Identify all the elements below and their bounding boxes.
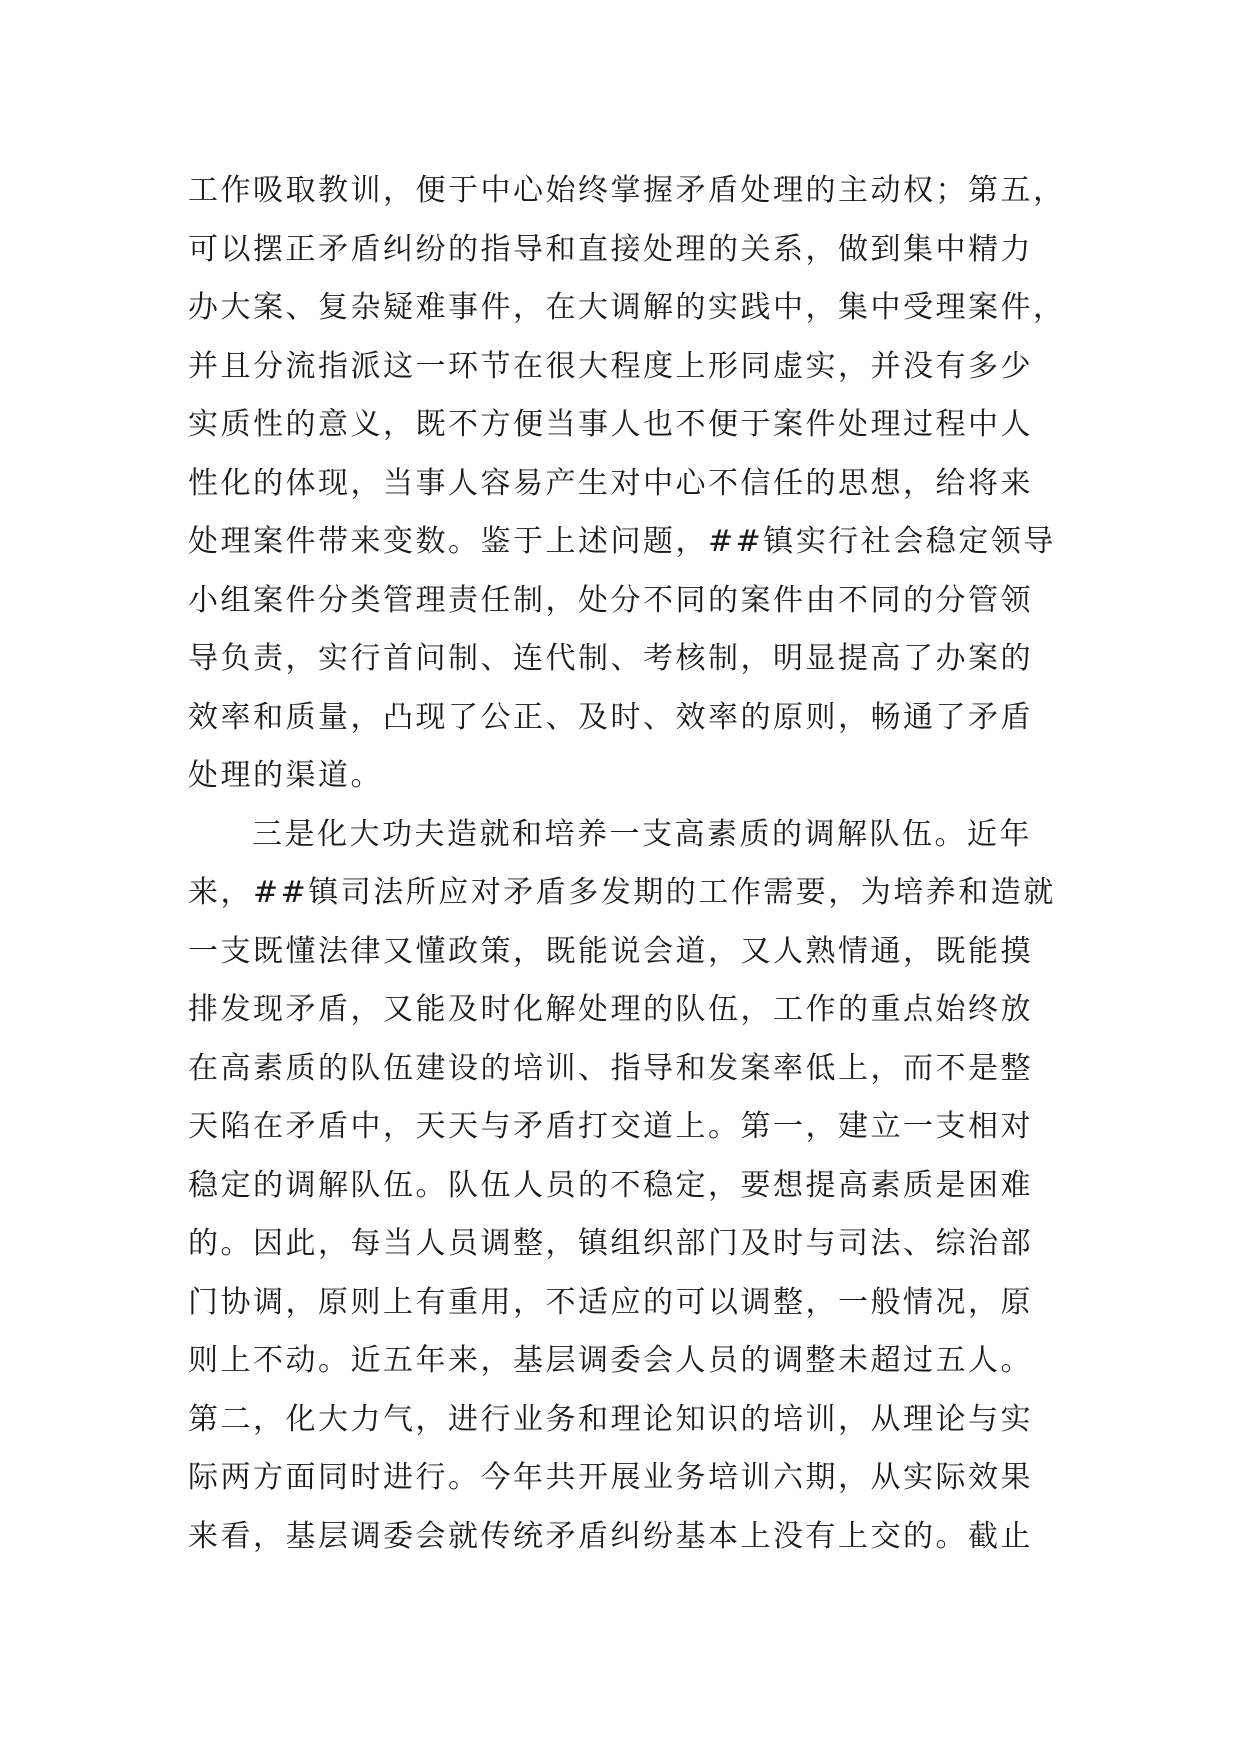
paragraph-1	[188, 162, 1088, 806]
text-line: 可以摆正矛盾纠纷的指导和直接处理的关系，做到集中精力	[188, 231, 1033, 267]
text-line: 排发现矛盾，又能及时化解处理的队伍，工作的重点始终放	[188, 992, 1033, 1027]
text-line: 门协调，原则上有重用，不适应的可以调整，一般情况，原	[188, 1284, 1033, 1320]
text-line: 在高素质的队伍建设的培训、指导和发案率低上，而不是整	[188, 1050, 1033, 1086]
text-line-indented: 三是化大功夫造就和培养一支高素质的调解队伍。近年	[252, 816, 1032, 852]
text-line: 工作吸取教训，便于中心始终掌握矛盾处理的主动权；第五，	[188, 173, 1066, 208]
text-line: 处理的渠道。	[188, 758, 383, 793]
text-line: 导负责，实行首问制、连代制、考核制，明显提高了办案的	[188, 641, 1033, 676]
text-line: 第二，化大力气，进行业务和理论知识的培训，从理论与实	[188, 1401, 1033, 1437]
text-line: 处理案件带来变数。鉴于上述问题，##镇实行社会稳定领导	[188, 524, 1056, 559]
paragraph-2	[188, 806, 1088, 1567]
text-line: 则上不动。近五年来，基层调委会人员的调整未超过五人。	[188, 1343, 1033, 1378]
text-line: 的。因此，每当人员调整，镇组织部门及时与司法、综治部	[188, 1226, 1033, 1261]
text-line: 来，##镇司法所应对矛盾多发期的工作需要，为培养和造就	[188, 875, 1056, 910]
text-line: 天陷在矛盾中，天天与矛盾打交道上。第一，建立一支相对	[188, 1109, 1033, 1144]
text-line: 实质性的意义，既不方便当事人也不便于案件处理过程中人	[188, 407, 1033, 442]
text-line: 小组案件分类管理责任制，处分不同的案件由不同的分管领	[188, 582, 1033, 618]
text-line: 稳定的调解队伍。队伍人员的不稳定，要想提高素质是困难	[188, 1167, 1033, 1203]
text-line: 来看，基层调委会就传统矛盾纠纷基本上没有上交的。截止	[188, 1518, 1033, 1554]
text-line: 效率和质量，凸现了公正、及时、效率的原则，畅通了矛盾	[188, 699, 1033, 735]
text-line: 并且分流指派这一环节在很大程度上形同虚实，并没有多少	[188, 348, 1033, 384]
document-body	[188, 162, 1088, 1566]
text-line: 性化的体现，当事人容易产生对中心不信任的思想，给将来	[188, 465, 1033, 501]
text-line: 一支既懂法律又懂政策，既能说会道，又人熟情通，既能摸	[188, 933, 1033, 969]
text-line: 办大案、复杂疑难事件，在大调解的实践中，集中受理案件，	[188, 290, 1066, 325]
text-line: 际两方面同时进行。今年共开展业务培训六期，从实际效果	[188, 1460, 1033, 1495]
